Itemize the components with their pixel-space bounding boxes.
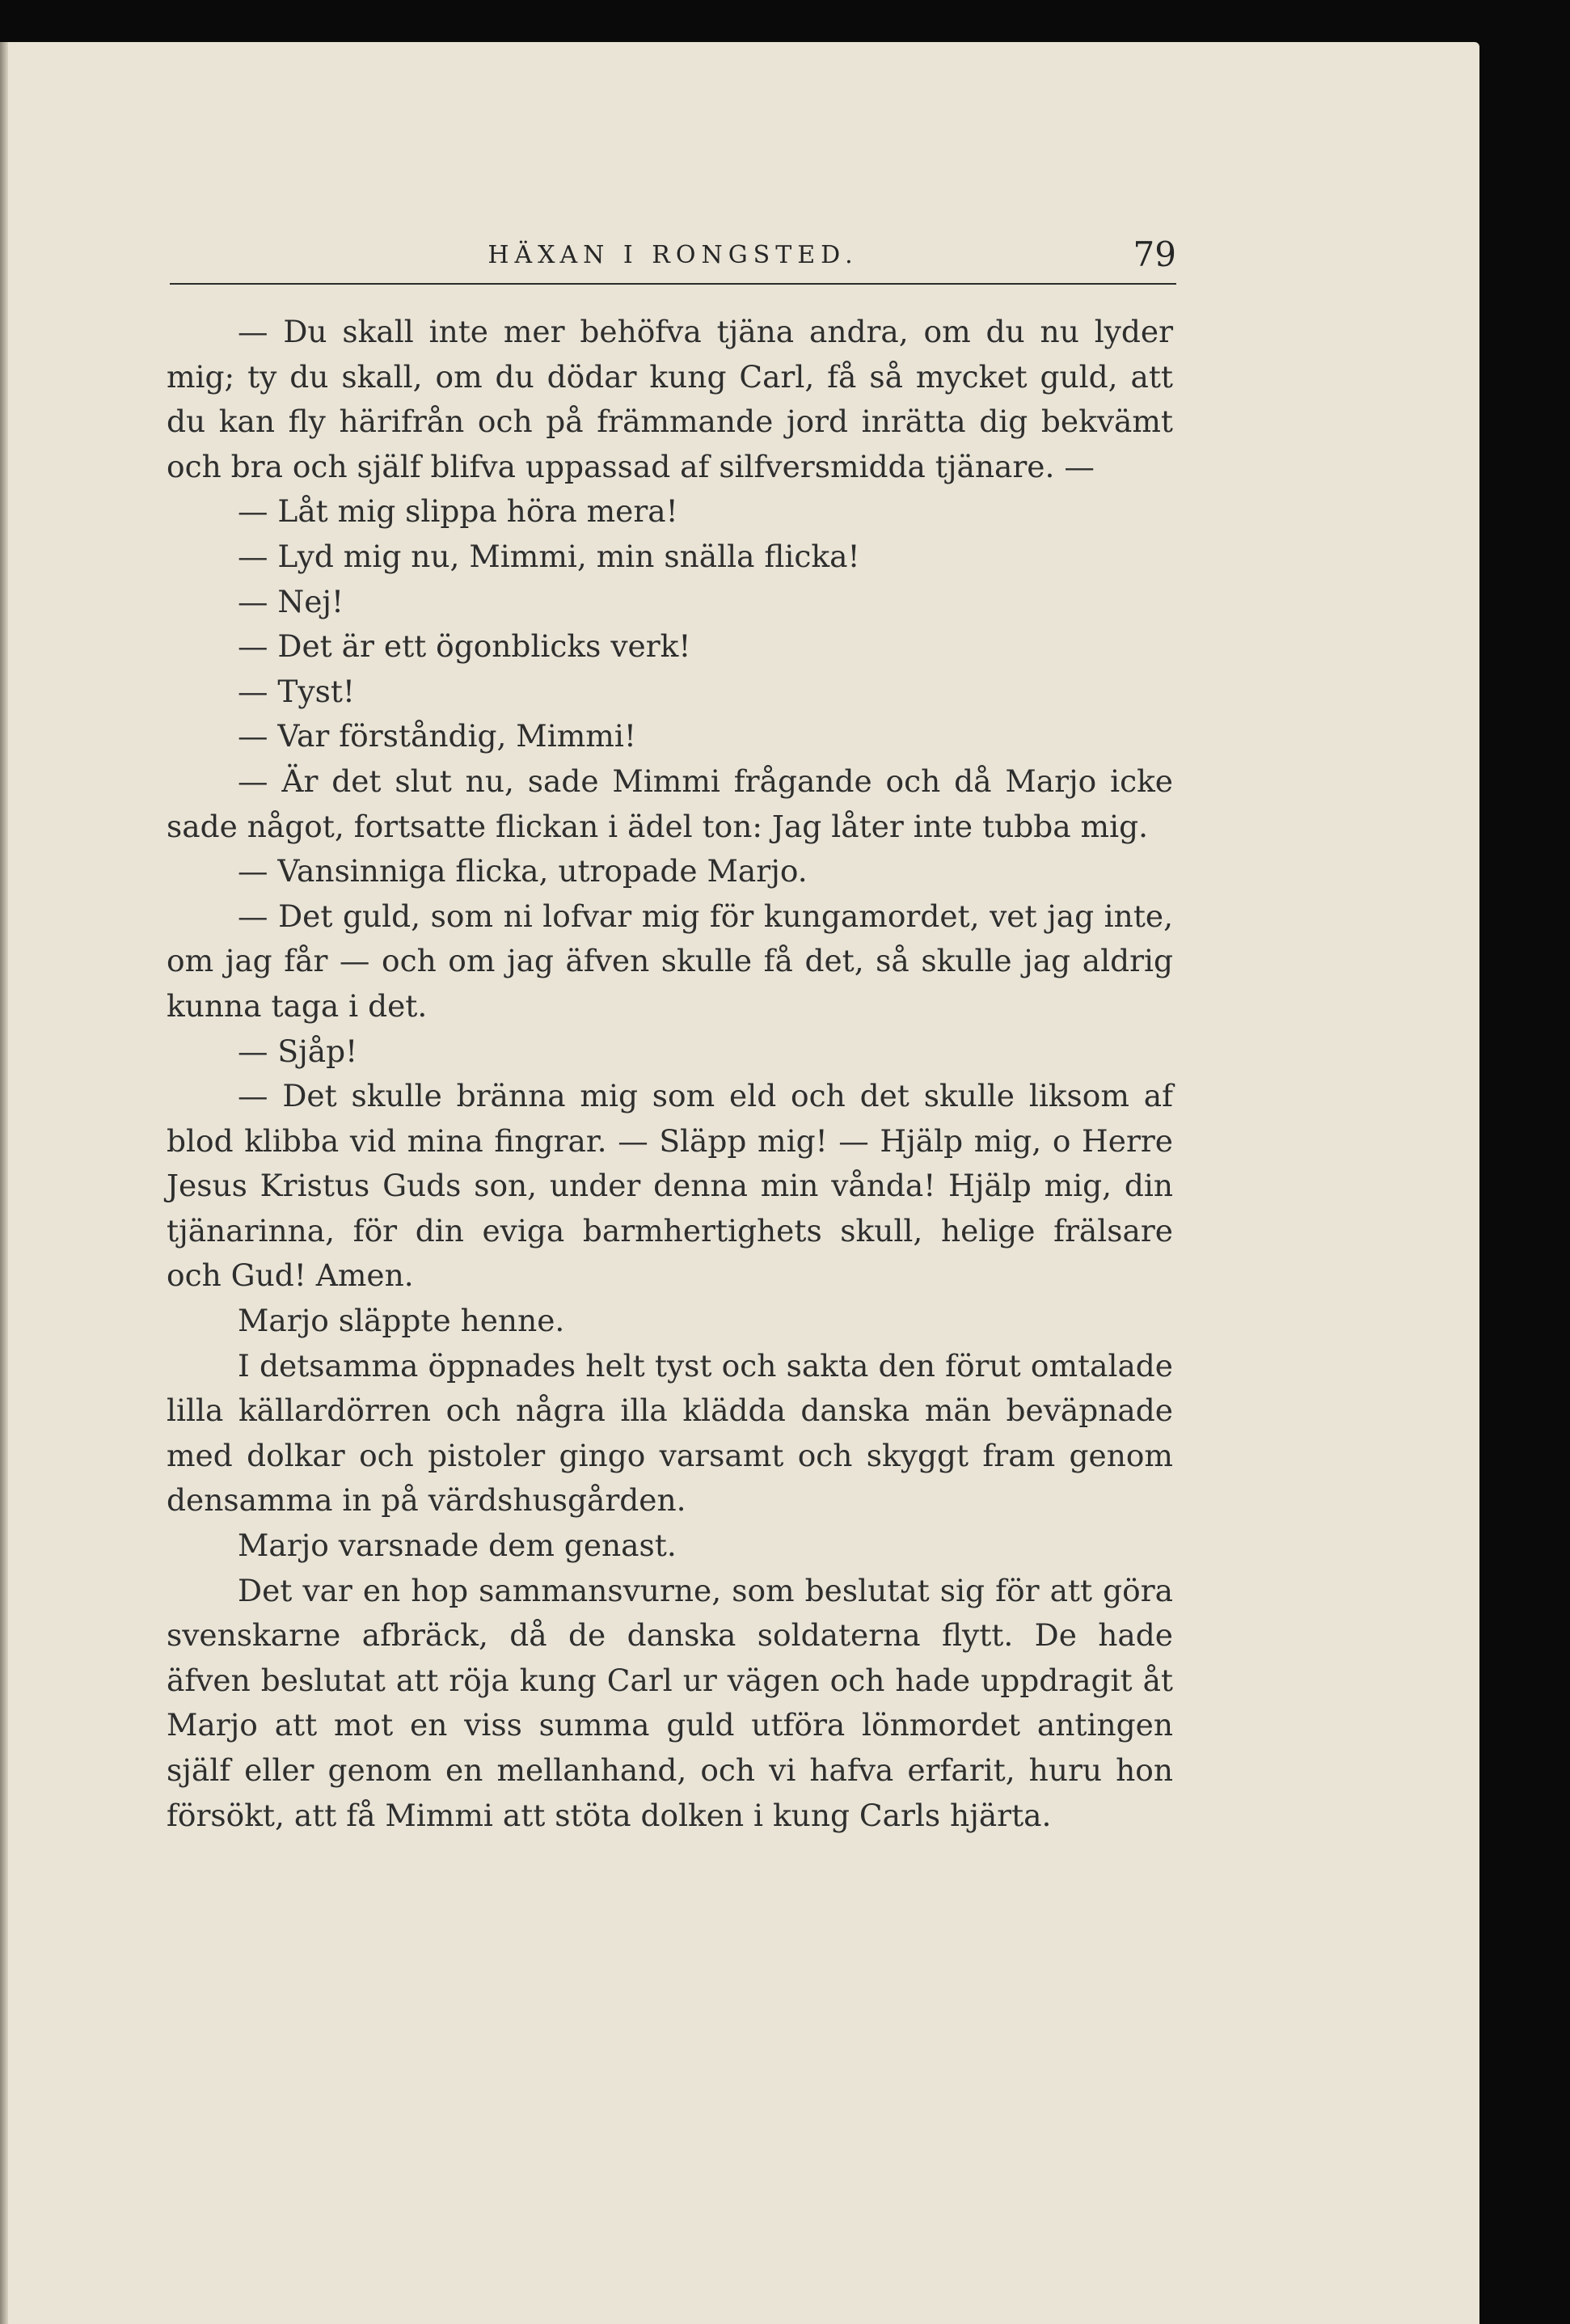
page-number: 79 [1133,235,1176,274]
paragraph: Det var en hop sammansvurne, som beslutat sig för att göra svenskarne afbräck, då de danska soldaterna flytt. De hade äfven beslutat att röja kung Carl ur vägen och hade uppdragit åt Marjo att mot en viss summa guld utföra lönmordet antingen själf eller genom en mellanhand, och vi hafva erfarit, huru hon försökt, att få Mimmi att stöta dolken i kung Carls hjärta. [167,1572,1173,1833]
page-edge [0,42,8,2324]
paragraph: — Sjåp! [238,1033,358,1069]
running-header [170,235,1176,285]
paragraph: — Vansinniga flicka, utropade Marjo. [238,853,808,889]
paragraph: — Det skulle bränna mig som eld och det skulle liksom af blod klibba vid mina fingrar. — Släpp mig! — Hjälp mig, o Herre Jesus Kristus Guds son, under denna min vånda! Hjälp mig, din tjänarinna, för din eviga barmhertighets skull, helige frälsare och Gud! Amen. [167,1078,1173,1294]
paragraph: Marjo varsnade dem genast. [238,1528,677,1564]
paragraph: — Du skall inte mer behöfva tjäna andra, om du nu lyder mig; ty du skall, om du dödar kung Carl, få så mycket guld, att du kan fly härifrån och på främmande jord inrätta dig bekvämt och bra och själf blifva uppassad af silfversmidda tjänare. — [167,314,1173,484]
paragraph: — Nej! [238,583,344,619]
paragraph: — Tyst! [238,673,356,709]
body-text [167,310,1173,1838]
paragraph: — Var förståndig, Mimmi! [238,718,636,754]
paragraph: — Lyd mig nu, Mimmi, min snälla flicka! [238,538,860,574]
paragraph: I detsamma öppnades helt tyst och sakta den förut omtalade lilla källardörren och några illa klädda danska män beväpnade med dolkar och pistoler gingo varsamt och skyggt fram genom densamma in på värdshusgården. [167,1347,1173,1519]
paragraph: — Är det slut nu, sade Mimmi frågande och då Marjo icke sade något, fortsatte flickan i ädel ton: Jag låter inte tubba mig. [167,763,1173,844]
paragraph: — Det är ett ögonblicks verk! [238,628,691,665]
paragraph: — Låt mig slippa höra mera! [238,493,678,530]
paragraph: — Det guld, som ni lofvar mig för kungamordet, vet jag inte, om jag får — och om jag äfven skulle få det, så skulle jag aldrig kunna taga i det. [167,898,1173,1024]
running-title: HÄXAN I RONGSTED. [487,241,859,269]
paragraph: Marjo släppte henne. [238,1303,565,1339]
